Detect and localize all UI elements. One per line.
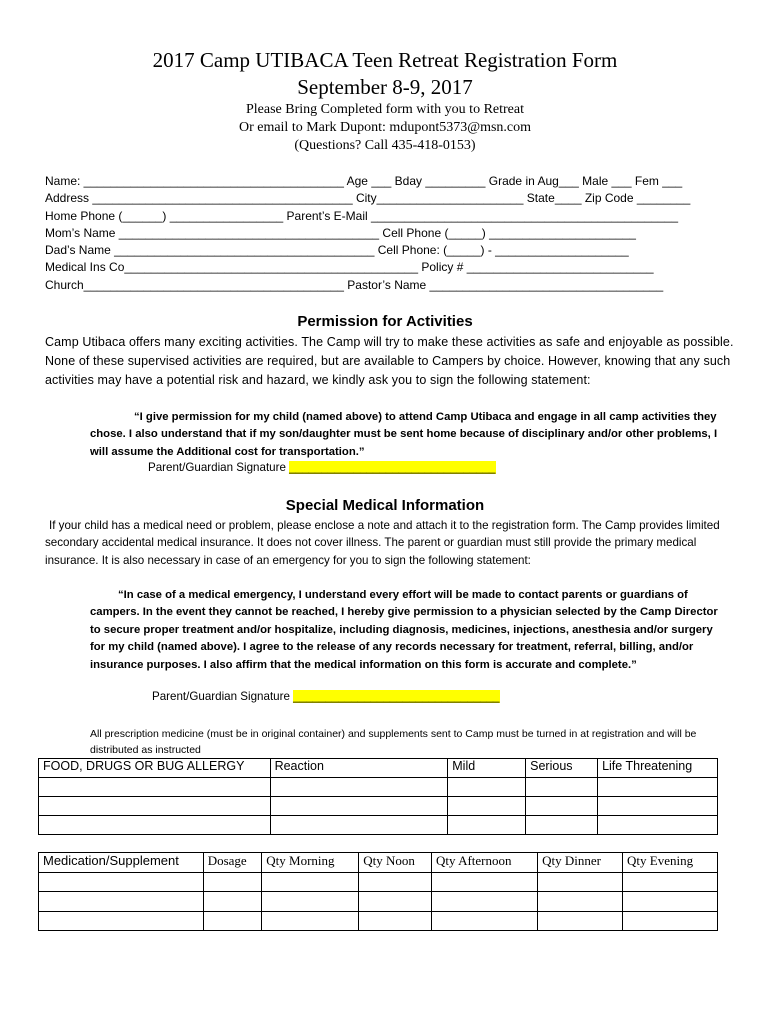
qty-morning-cell[interactable]	[262, 911, 359, 931]
medication-cell[interactable]	[39, 892, 204, 912]
qty-afternoon-cell[interactable]	[432, 872, 538, 892]
form-title: 2017 Camp UTIBACA Teen Retreat Registration Form	[152, 48, 618, 72]
permission-signature-label: Parent/Guardian Signature	[148, 461, 286, 474]
medication-row	[39, 892, 718, 912]
dosage-col-header: Dosage	[203, 853, 262, 873]
reaction-cell[interactable]	[270, 816, 448, 835]
dosage-cell[interactable]	[203, 892, 262, 912]
qty-noon-cell[interactable]	[359, 872, 432, 892]
qty-dinner-col-header: Qty Dinner	[538, 853, 623, 873]
qty-morning-cell[interactable]	[262, 892, 359, 912]
serious-cell[interactable]	[526, 797, 598, 816]
mom-row[interactable]: Mom’s Name _______________________________________ Cell Phone (_____) ______________________	[45, 225, 636, 240]
qty-noon-cell[interactable]	[359, 911, 432, 931]
serious-cell[interactable]	[526, 816, 598, 835]
qty-dinner-cell[interactable]	[538, 892, 623, 912]
life-threatening-cell[interactable]	[598, 816, 718, 835]
qty-afternoon-cell[interactable]	[432, 911, 538, 931]
life-threatening-cell[interactable]	[598, 778, 718, 797]
name-age-row[interactable]: Name: _______________________________________ Age ___ Bday _________ Grade in Aug___ Male ___ Fem ___	[45, 174, 683, 188]
qty-afternoon-cell[interactable]	[432, 892, 538, 912]
qty-afternoon-col-header: Qty Afternoon	[432, 853, 538, 873]
medical-heading: Special Medical Information	[285, 497, 485, 514]
phone-email-row[interactable]: Home Phone (______) _________________ Parent’s E-Mail ______________________________________________	[45, 208, 679, 223]
qty-dinner-cell[interactable]	[538, 872, 623, 892]
email-instruction: Or email to Mark Dupont: mdupont5373@msn.com	[238, 120, 532, 135]
dad-row[interactable]: Dad’s Name _______________________________________ Cell Phone: (_____) - ____________________	[45, 243, 629, 258]
qty-morning-col-header: Qty Morning	[262, 853, 359, 873]
allergy-row	[39, 797, 718, 816]
allergy-cell[interactable]	[39, 797, 271, 816]
insurance-row[interactable]: Medical Ins Co____________________________________________ Policy # ____________________________	[45, 260, 654, 275]
reaction-cell[interactable]	[270, 797, 448, 816]
reaction-cell[interactable]	[270, 778, 448, 797]
medication-cell[interactable]	[39, 872, 204, 892]
medical-signature-label: Parent/Guardian Signature	[152, 690, 290, 703]
dosage-cell[interactable]	[203, 911, 262, 931]
life-threatening-col-header: Life Threatening	[598, 759, 718, 778]
permission-heading: Permission for Activities	[297, 313, 473, 330]
bring-form-instruction: Please Bring Completed form with you to Retreat	[245, 102, 524, 117]
allergy-cell[interactable]	[39, 816, 271, 835]
medication-header-row	[39, 853, 718, 873]
life-threatening-cell[interactable]	[598, 797, 718, 816]
mild-col-header: Mild	[448, 759, 526, 778]
allergy-table	[38, 758, 718, 835]
qty-morning-cell[interactable]	[262, 872, 359, 892]
medical-statement: “In case of a medical emergency, I understand every effort will be made to contact parents or guardians of campers. In the event they cannot be reached, I hereby give permission to a physician selected by the Camp Director to secure proper treatment and/or hospitalize, including diagnosis, medicines, injections, anesthesia and/or surgery for my child (named above). I agree to the release of any records necessary for treatment, referral, billing, and/or insurance purposes. I also affirm that the medical information on this form is accurate and complete.”	[90, 589, 718, 671]
qty-evening-col-header: Qty Evening	[623, 853, 718, 873]
allergy-header-row	[39, 759, 718, 778]
serious-col-header: Serious	[526, 759, 598, 778]
church-row[interactable]: Church_______________________________________ Pastor’s Name ___________________________________	[45, 277, 664, 292]
qty-evening-cell[interactable]	[623, 911, 718, 931]
qty-dinner-cell[interactable]	[538, 911, 623, 931]
reaction-col-header: Reaction	[270, 759, 448, 778]
medication-table	[38, 852, 718, 931]
medical-signature-line[interactable]: ________________________________	[293, 690, 500, 703]
qty-noon-cell[interactable]	[359, 892, 432, 912]
qty-evening-cell[interactable]	[623, 892, 718, 912]
medical-body: If your child has a medical need or problem, please enclose a note and attach it to the registration form. The Camp provides limited secondary accidental medical insurance. It does not cover illness. The parent or guardian must still provide the primary medical insurance. It is also necessary in case of an emergency for you to sign the following statement:	[45, 519, 720, 567]
medication-cell[interactable]	[39, 911, 204, 931]
retreat-dates: September 8-9, 2017	[297, 75, 473, 99]
camper-info-fields	[45, 173, 725, 294]
questions-contact: (Questions? Call 435-418-0153)	[294, 138, 476, 153]
mild-cell[interactable]	[448, 816, 526, 835]
prescription-note: All prescription medicine (must be in original container) and supplements sent to Camp must be turned in at registration and will be distributed as instructed	[90, 728, 697, 756]
medication-row	[39, 872, 718, 892]
medical-signature	[152, 690, 500, 703]
medication-row	[39, 911, 718, 931]
qty-noon-col-header: Qty Noon	[359, 853, 432, 873]
permission-signature	[148, 461, 496, 474]
allergy-col-header: FOOD, DRUGS OR BUG ALLERGY	[39, 759, 271, 778]
permission-signature-line[interactable]: ________________________________	[289, 461, 496, 474]
permission-body: Camp Utibaca offers many exciting activities. The Camp will try to make these activities as safe and enjoyable as possible. None of these supervised activities are required, but are available to Campers by choice. However, knowing that any such activities may have a potential risk and hazard, we kindly ask you to sign the following statement:	[45, 335, 734, 387]
mild-cell[interactable]	[448, 778, 526, 797]
permission-statement: “I give permission for my child (named above) to attend Camp Utibaca and engage in all camp activities they chose. I also understand that if my son/daughter must be sent home because of disciplinary and/or other problems, I will assume the Additional cost for transportation.”	[90, 411, 718, 458]
allergy-row	[39, 816, 718, 835]
allergy-cell[interactable]	[39, 778, 271, 797]
mild-cell[interactable]	[448, 797, 526, 816]
address-row[interactable]: Address _______________________________________ City______________________ State____ Zip Code ________	[45, 191, 691, 206]
dosage-cell[interactable]	[203, 872, 262, 892]
qty-evening-cell[interactable]	[623, 872, 718, 892]
medication-col-header: Medication/Supplement	[39, 853, 204, 873]
allergy-row	[39, 778, 718, 797]
serious-cell[interactable]	[526, 778, 598, 797]
